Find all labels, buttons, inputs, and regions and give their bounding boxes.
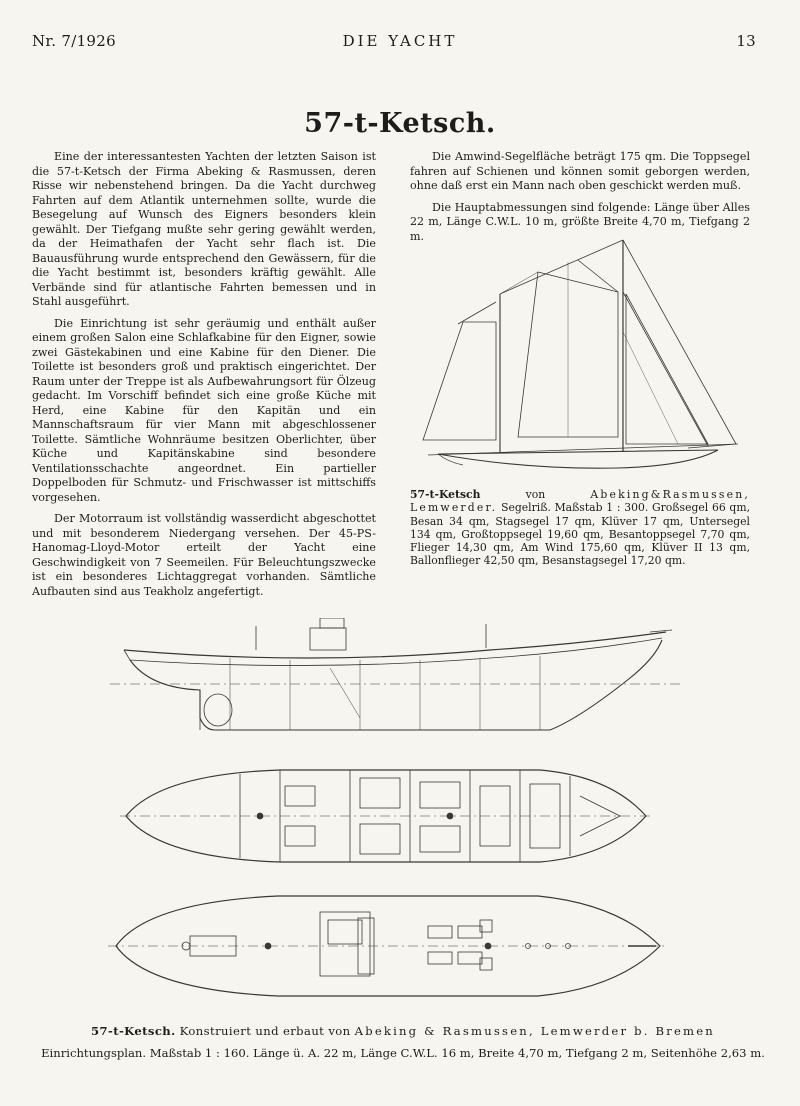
plan-caption-line-1 bbox=[38, 1020, 768, 1042]
sail-caption-von: von bbox=[525, 488, 546, 501]
profile-drawing bbox=[110, 618, 680, 748]
article-title: 57-t-Ketsch. bbox=[304, 108, 496, 139]
plan-caption-text-1: Konstruiert und erbaut von bbox=[179, 1024, 351, 1038]
paragraph-5: Die Hauptabmessungen sind folgende: Länge über Alles 22 m, Länge C.W.L. 10 m, größte Breite 4,70 m, Tiefgang 2 m. bbox=[410, 200, 750, 243]
sail-caption-text: Segelriß. Maßstab 1 : 300. Großsegel 66 qm, Besan 34 qm, Stagsegel 17 qm, Klüver 17 qm, Untersegel 134 qm, Großtoppsegel 19,60 qm, Besantoppsegel 7,70 qm, Flieger 14,30 qm, Am Wind 175,60 qm, Klüver II 13 qm, Ballonflieger 42,50 qm, Besanstagsegel 17,20 qm. bbox=[410, 501, 751, 568]
plan-caption-bold: 57-t-Ketsch. bbox=[91, 1024, 176, 1038]
sail-caption-bold: 57-t-Ketsch bbox=[410, 488, 481, 501]
left-text-column bbox=[32, 150, 376, 606]
sail-caption-builder: Abeking&Rasmussen, Lemwerder. bbox=[410, 488, 750, 515]
paragraph-2: Die Einrichtung ist sehr geräumig und enthält außer einem großen Salon eine Schlafkabine für den Eigner, sowie zwei Gästekabinen und eine Kabine für den Diener. Die Toilette ist besonders groß und praktisch eingerichtet. Der Raum unter der Treppe ist als Aufbewahrungsort für Ölzeug gedacht. Im Vorschiff befindet sich eine große Küche mit Herd, eine Kabine für den Kapitän und ein Mannschaftsraum für vier Mann mit abgeschlossener Toilette. Sämtliche Wohnräume besitzen Oberlichter, über Küche und Kapitänskabine sind besondere Ventilationsschachte angeordnet. Ein partieller Doppelboden für Schmutz- und Frischwasser ist mittschiffs vorgesehen. bbox=[32, 316, 376, 504]
sail-plan-drawing bbox=[418, 232, 748, 480]
plan-caption-builder: Abeking & Rasmussen, Lemwerder b. Bremen bbox=[354, 1024, 715, 1038]
issue-number: Nr. 7/1926 bbox=[32, 32, 116, 50]
accommodation-plan-drawing bbox=[120, 766, 650, 866]
deck-plan-drawing bbox=[108, 890, 668, 1002]
page-number: 13 bbox=[736, 32, 756, 50]
paragraph-3: Der Motorraum ist vollständig wasserdicht abgeschottet und mit besonderem Niedergang versehen. Der 45-PS-Hanomag-Lloyd-Motor erteilt der Yacht eine Geschwindigkeit von 7 Seemeilen. Für Beleuchtungszwecke ist ein besonderes Lichtaggregat vorhanden. Sämtliche Aufbauten sind aus Teakholz angefertigt. bbox=[32, 512, 376, 598]
paragraph-1: Eine der interessantesten Yachten der letzten Saison ist die 57-t-Ketsch der Firma Abeking & Rasmussen, deren Risse wir nebenstehend bringen. Da die Yacht durchweg Fahrten auf dem Atlantik unternehmen sollte, wurde die Besegelung auf Wunsch des Eigners besonders klein gewählt. Der Tiefgang mußte sehr gering gewählt werden, da der Heimathafen der Yacht sehr flach ist. Die Bauausführung wurde entsprechend den Gewässern, für die die Yacht bestimmt ist, besonders kräftig gewählt. Alle Verbände sind für atlantische Fahrten bemessen und in Stahl ausgeführt. bbox=[32, 150, 376, 308]
sail-plan-caption bbox=[410, 488, 750, 568]
magazine-title: DIE YACHT bbox=[342, 32, 458, 50]
plan-caption-line-2: Einrichtungsplan. Maßstab 1 : 160. Länge ü. A. 22 m, Länge C.W.L. 16 m, Breite 4,70 m, Tiefgang 2 m, Seitenhöhe 2,63 m. bbox=[41, 1046, 765, 1060]
plan-caption bbox=[38, 1020, 768, 1064]
paragraph-4: Die Amwind-Segelfläche beträgt 175 qm. Die Toppsegel fahren auf Schienen und können somit geborgen werden, ohne daß erst ein Mann nach oben geschickt werden muß. bbox=[410, 150, 750, 192]
